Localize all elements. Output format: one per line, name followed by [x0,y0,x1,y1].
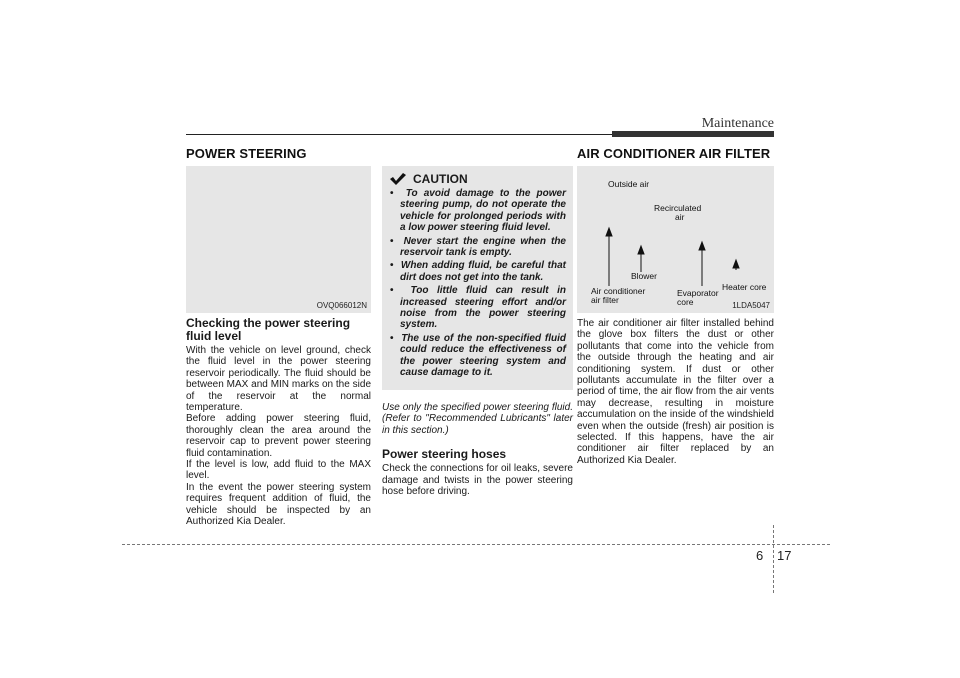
label-evaporator-2: core [677,297,694,307]
running-header: Maintenance [701,116,774,131]
label-ac-filter-2: air filter [591,295,619,305]
hoses-paragraph: Check the connections for oil leaks, severe damage and twists in the power steering hose before driving. [382,463,573,498]
label-recirculated-air-2: air [675,212,685,222]
air-filter-section [577,318,774,466]
header-rule [186,134,614,135]
header-rule-accent [612,131,774,137]
hoses-heading: Power steering hoses [382,447,507,462]
air-filter-title: AIR CONDITIONER AIR FILTER [577,146,771,161]
power-steering-reservoir-image [186,166,371,313]
check-paragraph-1: With the vehicle on level ground, check the fluid level in the power steering reservoir periodically. The fluid should be between MAX and MIN marks on the side of the reservoir at the normal temperature. [186,345,371,414]
caution-item: • The use of the non-specified fluid could reduce the effectiveness of the power steering system and cause damage to it. [390,333,566,379]
caution-header [390,172,566,186]
power-steering-hoses-section [382,402,573,497]
label-evaporator: Evaporator [677,288,719,298]
caution-item: • Never start the engine when the reservoir tank is empty. [390,236,566,259]
power-steering-title: POWER STEERING [186,146,307,161]
power-steering-check-section [186,317,371,528]
label-ac-filter: Air conditioner [591,286,646,296]
caution-item: • When adding fluid, be careful that dirt does not get into the tank. [390,260,566,283]
check-paragraph-4: In the event the power steering system requires frequent addition of fluid, the vehicle should be inspected by an Authorized Kia Dealer. [186,481,371,528]
page-number: 17 [777,548,792,563]
check-paragraph-3: If the level is low, add fluid to the MAX level. [186,459,371,482]
caution-check-icon [390,173,406,185]
label-outside-air: Outside air [608,179,650,189]
fluid-note: Use only the specified power steering fluid. (Refer to "Recommended Lubricants" later in this section.) [382,402,573,436]
caution-item: • Too little fluid can result in increased steering effort and/or noise from the power steering system. [390,285,566,331]
check-fluid-heading: Checking the power steering fluid level [186,316,351,343]
check-paragraph-2: Before adding power steering fluid, thoroughly clean the area around the reservoir cap to prevent power steering fluid contamination. [186,413,371,459]
caution-label: CAUTION [413,172,468,186]
footer-rule [122,544,830,545]
caution-box [382,166,573,390]
chapter-number: 6 [756,548,764,563]
caution-item: • To avoid damage to the power steering pump, do not operate the vehicle for prolonged periods with a low power steering fluid level. [390,188,566,234]
air-filter-paragraph: The air conditioner air filter installed behind the glove box filters the dust or other pollutants that come into the vehicle from the outside through the heating and air conditioning system. If dust or other pollutants accumulate in the filter over a period of time, the air flow from the air vents may decrease, resulting in moisture accumulation on the inside of the windshield even when the outside (fresh) air position is selected. If this happens, have the air conditioner air filter replaced by an Authorized Kia Dealer. [577,318,774,466]
label-blower: Blower [631,271,657,281]
footer-divider [773,525,774,593]
image-code: OVQ066012N [316,301,367,310]
label-heater-core: Heater core [722,282,767,292]
air-filter-diagram [577,166,774,313]
caution-list [390,188,566,379]
label-recirculated-air: Recirculated [654,203,702,213]
image-code: 1LDA5047 [732,301,770,310]
